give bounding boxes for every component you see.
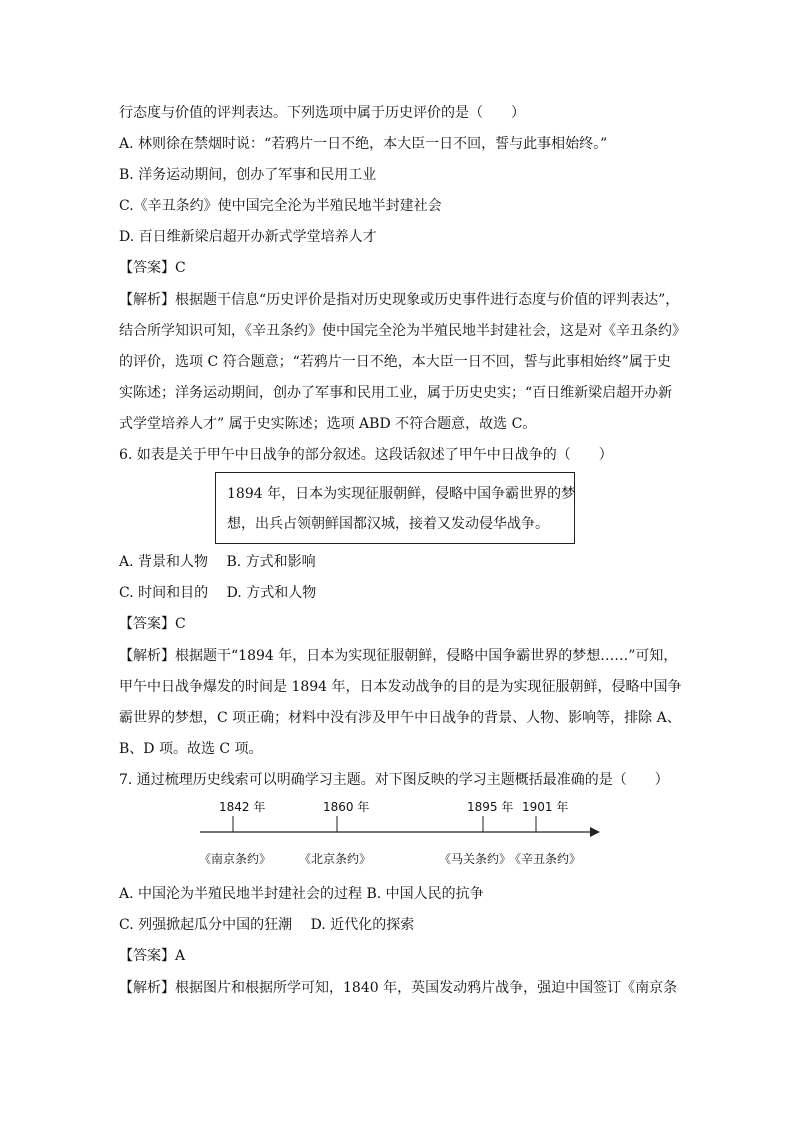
q5-option-b: B. 洋务运动期间，创办了军事和民用工业 (119, 167, 377, 183)
q5-option-d: D. 百日维新梁启超开办新式学堂培养人才 (119, 229, 377, 245)
q6-options-cd: C. 时间和目的 D. 方式和人物 (119, 585, 317, 601)
timeline-arrowhead (590, 827, 600, 837)
q5-answer: 【答案】C (119, 260, 186, 276)
timeline-year: 1842 年 (219, 800, 266, 814)
q6-analysis-line: 【解析】根据题干“1894 年，日本为实现征服朝鲜，侵略中国争霸世界的梦想……”可知， (119, 648, 678, 664)
q6-analysis-line: 霸世界的梦想，C 项正确；材料中没有涉及甲午中日战争的背景、人物、影响等，排除 A、 (119, 710, 681, 726)
q5-analysis-line: 【解析】根据题干信息“历史评价是指对历史现象或历史事件进行态度与价值的评判表达”， (119, 292, 680, 308)
q6-material-line: 想，出兵占领朝鲜国都汉城，接着又发动侵华战争。 (227, 516, 549, 532)
timeline-year: 1895 年 (467, 800, 514, 814)
q7-answer: 【答案】A (119, 948, 186, 964)
q5-analysis-line: 结合所学知识可知，《辛丑条约》使中国完全沦为半殖民地半封建社会，这是对《辛丑条约》 (119, 323, 686, 339)
q5-option-a: A. 林则徐在禁烟时说：“若鸦片一日不绝，本大臣一日不回，誓与此事相始终。” (119, 136, 608, 152)
timeline-year: 1860 年 (323, 800, 370, 814)
q5-analysis-line: 式学堂培养人才” 属于史实陈述；选项 ABD 不符合题意，故选 C。 (119, 416, 537, 432)
timeline-treaty: 《北京条约》 (299, 852, 372, 866)
q5-analysis-line: 实陈述；洋务运动期间，创办了军事和民用工业，属于历史史实；“百日维新梁启超开办新 (119, 385, 673, 401)
timeline-treaty: 《南京条约》 (199, 852, 272, 866)
q6-analysis-line: 甲午中日战争爆发的时间是 1894 年，日本发动战争的目的是为实现征服朝鲜，侵略中国争 (119, 679, 682, 695)
q7-stem: 7. 通过梳理历史线索可以明确学习主题。对下图反映的学习主题概括最准确的是（ ） (119, 772, 669, 788)
timeline-year: 1901 年 (522, 800, 569, 814)
q6-analysis-line: B、D 项。故选 C 项。 (119, 741, 263, 757)
q7-options-ab: A. 中国沦为半殖民地半封建社会的过程 B. 中国人民的抗争 (119, 886, 484, 902)
q6-stem: 6. 如表是关于甲午中日战争的部分叙述。这段话叙述了甲午中日战争的（ ） (119, 447, 613, 463)
timeline-figure (195, 796, 605, 872)
q7-analysis-start: 【解析】根据图片和根据所学可知，1840 年，英国发动鸦片战争，强迫中国签订《南京条 (119, 980, 678, 996)
q7-options-cd: C. 列强掀起瓜分中国的狂潮 D. 近代化的探索 (119, 917, 415, 933)
q5-option-c: C.《辛丑条约》使中国完全沦为半殖民地半封建社会 (119, 198, 442, 214)
q6-material-box (215, 472, 575, 544)
q6-answer: 【答案】C (119, 616, 186, 632)
q5-stem-tail: 行态度与价值的评判表达。下列选项中属于历史评价的是（ ） (119, 105, 525, 121)
timeline-treaty: 《马关条约》 (439, 852, 512, 866)
timeline-treaty: 《辛丑条约》 (509, 852, 582, 866)
q5-analysis-line: 的评价，选项 C 符合题意；“若鸦片一日不绝，本大臣一日不回，誓与此事相始终”属于史 (119, 354, 671, 370)
q6-options-ab: A. 背景和人物 B. 方式和影响 (119, 554, 316, 570)
q6-material-line: 1894 年，日本为实现征服朝鲜，侵略中国争霸世界的梦 (227, 486, 576, 502)
